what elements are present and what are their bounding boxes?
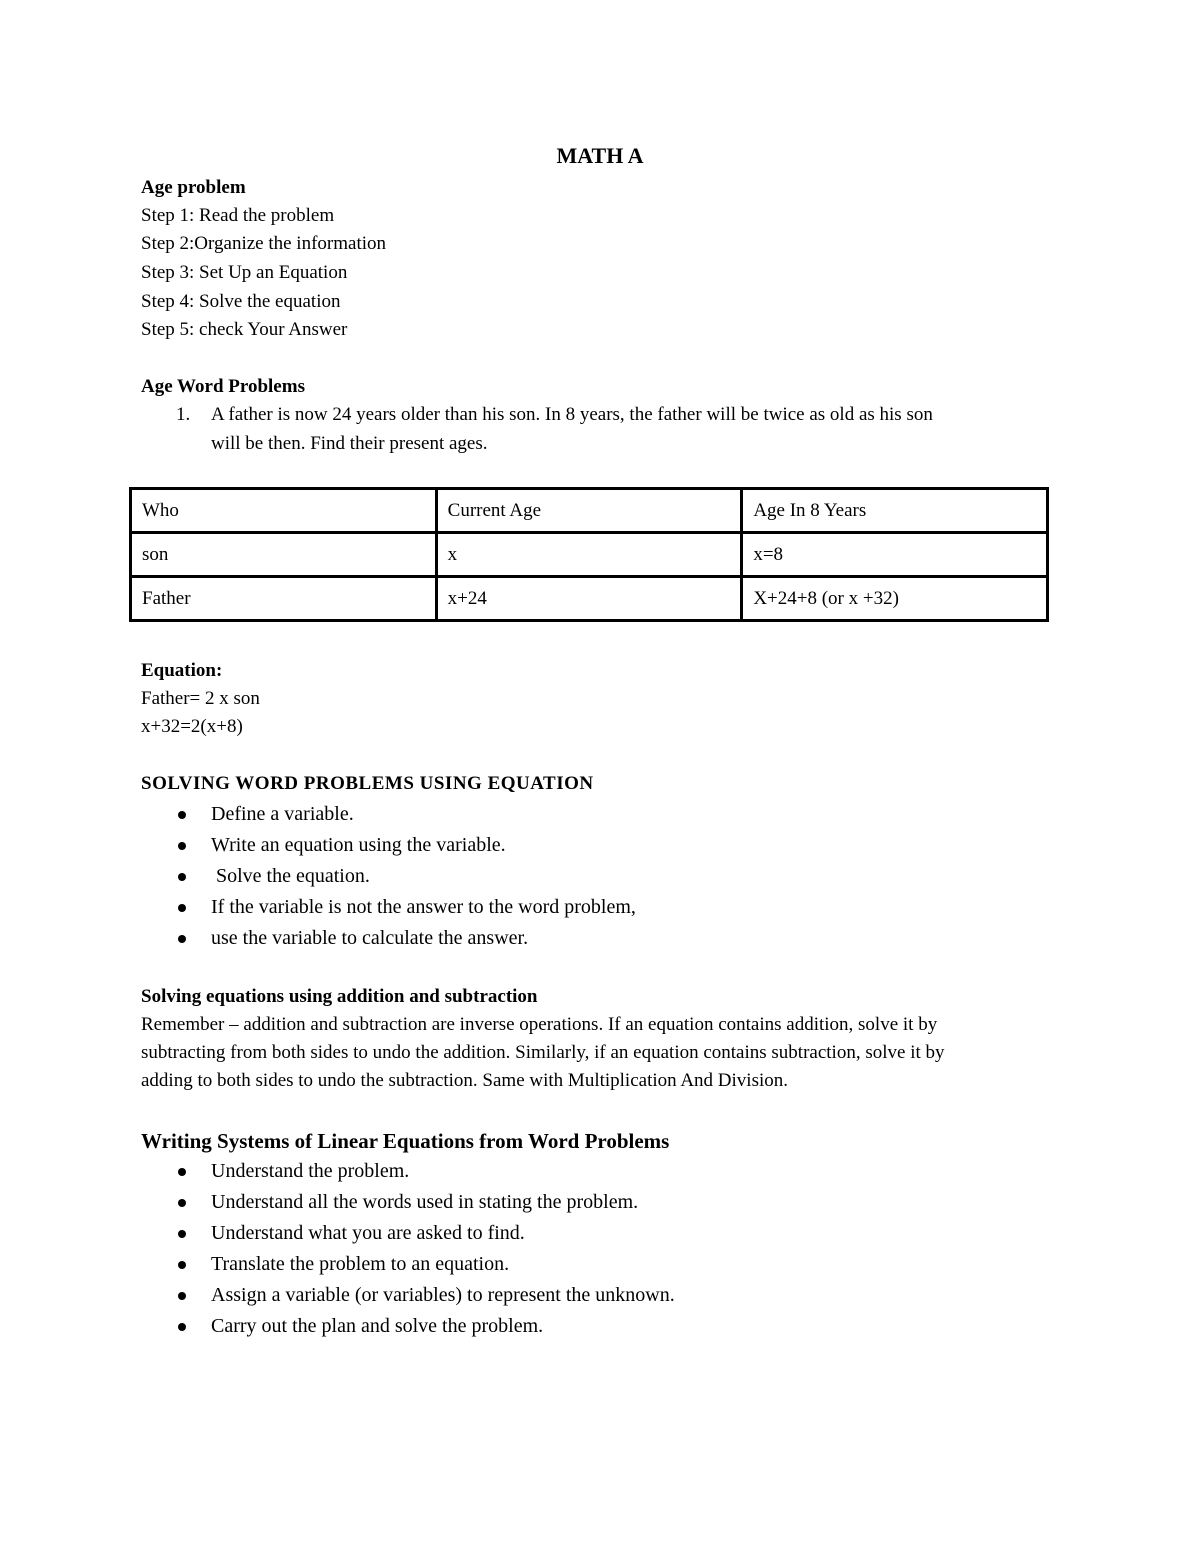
table-cell: x: [436, 533, 742, 577]
equation-heading: Equation:: [141, 660, 223, 681]
list-item: Translate the problem to an equation.: [0, 1249, 1200, 1280]
word-problems-heading: Age Word Problems: [141, 376, 305, 397]
bullet-icon: [178, 935, 186, 943]
bullet-icon: [178, 842, 186, 850]
age-table: [129, 487, 1049, 622]
table-header-row: [131, 489, 1048, 533]
table-row: [131, 533, 1048, 577]
table-header-cell: Who: [131, 489, 437, 533]
table-cell: son: [131, 533, 437, 577]
table-cell: x+24: [436, 577, 742, 621]
table-cell: x=8: [742, 533, 1048, 577]
list-item: Understand what you are asked to find.: [0, 1218, 1200, 1249]
page-title: MATH A: [556, 143, 644, 168]
paragraph-line: subtracting from both sides to undo the addition. Similarly, if an equation contains subtraction, solve it by: [141, 1042, 945, 1063]
problem-text-line1: A father is now 24 years older than his son. In 8 years, the father will be twice as old as his son: [211, 404, 933, 425]
solving-bullet-list: [0, 799, 1200, 954]
paragraph-line: Remember – addition and subtraction are inverse operations. If an equation contains addition, solve it by: [141, 1014, 938, 1035]
problem-text-line2: will be then. Find their present ages.: [211, 433, 488, 454]
table-header-cell: Current Age: [436, 489, 742, 533]
bullet-icon: [178, 904, 186, 912]
paragraph-line: adding to both sides to undo the subtraction. Same with Multiplication And Division.: [141, 1070, 789, 1091]
age-problem-heading: Age problem: [141, 177, 246, 198]
bullet-icon: [178, 873, 186, 881]
step-line: Step 1: Read the problem: [141, 205, 335, 226]
list-item: If the variable is not the answer to the word problem,: [0, 892, 1200, 923]
step-line: Step 4: Solve the equation: [141, 291, 341, 312]
bullet-icon: [178, 811, 186, 819]
equation-line: x+32=2(x+8): [141, 716, 243, 737]
table-header-cell: Age In 8 Years: [742, 489, 1048, 533]
equation-line: Father= 2 x son: [141, 688, 260, 709]
step-line: Step 2:Organize the information: [141, 233, 387, 254]
bullet-icon: [178, 1230, 186, 1238]
systems-heading: Writing Systems of Linear Equations from Word Problems: [141, 1129, 670, 1153]
table-cell: X+24+8 (or x +32): [742, 577, 1048, 621]
solving-heading: SOLVING WORD PROBLEMS USING EQUATION: [141, 773, 594, 794]
table-cell: Father: [131, 577, 437, 621]
table-row: [131, 577, 1048, 621]
list-item: Understand all the words used in stating the problem.: [0, 1187, 1200, 1218]
bullet-icon: [178, 1261, 186, 1269]
bullet-icon: [178, 1292, 186, 1300]
list-item: Assign a variable (or variables) to represent the unknown.: [0, 1280, 1200, 1311]
list-number: 1.: [176, 404, 191, 425]
step-line: Step 5: check Your Answer: [141, 319, 348, 340]
step-line: Step 3: Set Up an Equation: [141, 262, 348, 283]
bullet-icon: [178, 1168, 186, 1176]
list-item: use the variable to calculate the answer.: [0, 923, 1200, 954]
list-item: Solve the equation.: [0, 861, 1200, 892]
bullet-icon: [178, 1323, 186, 1331]
list-item: Define a variable.: [0, 799, 1200, 830]
add-sub-heading: Solving equations using addition and subtraction: [141, 986, 538, 1007]
list-item: Carry out the plan and solve the problem.: [0, 1311, 1200, 1342]
list-item: Write an equation using the variable.: [0, 830, 1200, 861]
bullet-icon: [178, 1199, 186, 1207]
list-item: Understand the problem.: [0, 1156, 1200, 1187]
systems-bullet-list: [0, 1156, 1200, 1342]
